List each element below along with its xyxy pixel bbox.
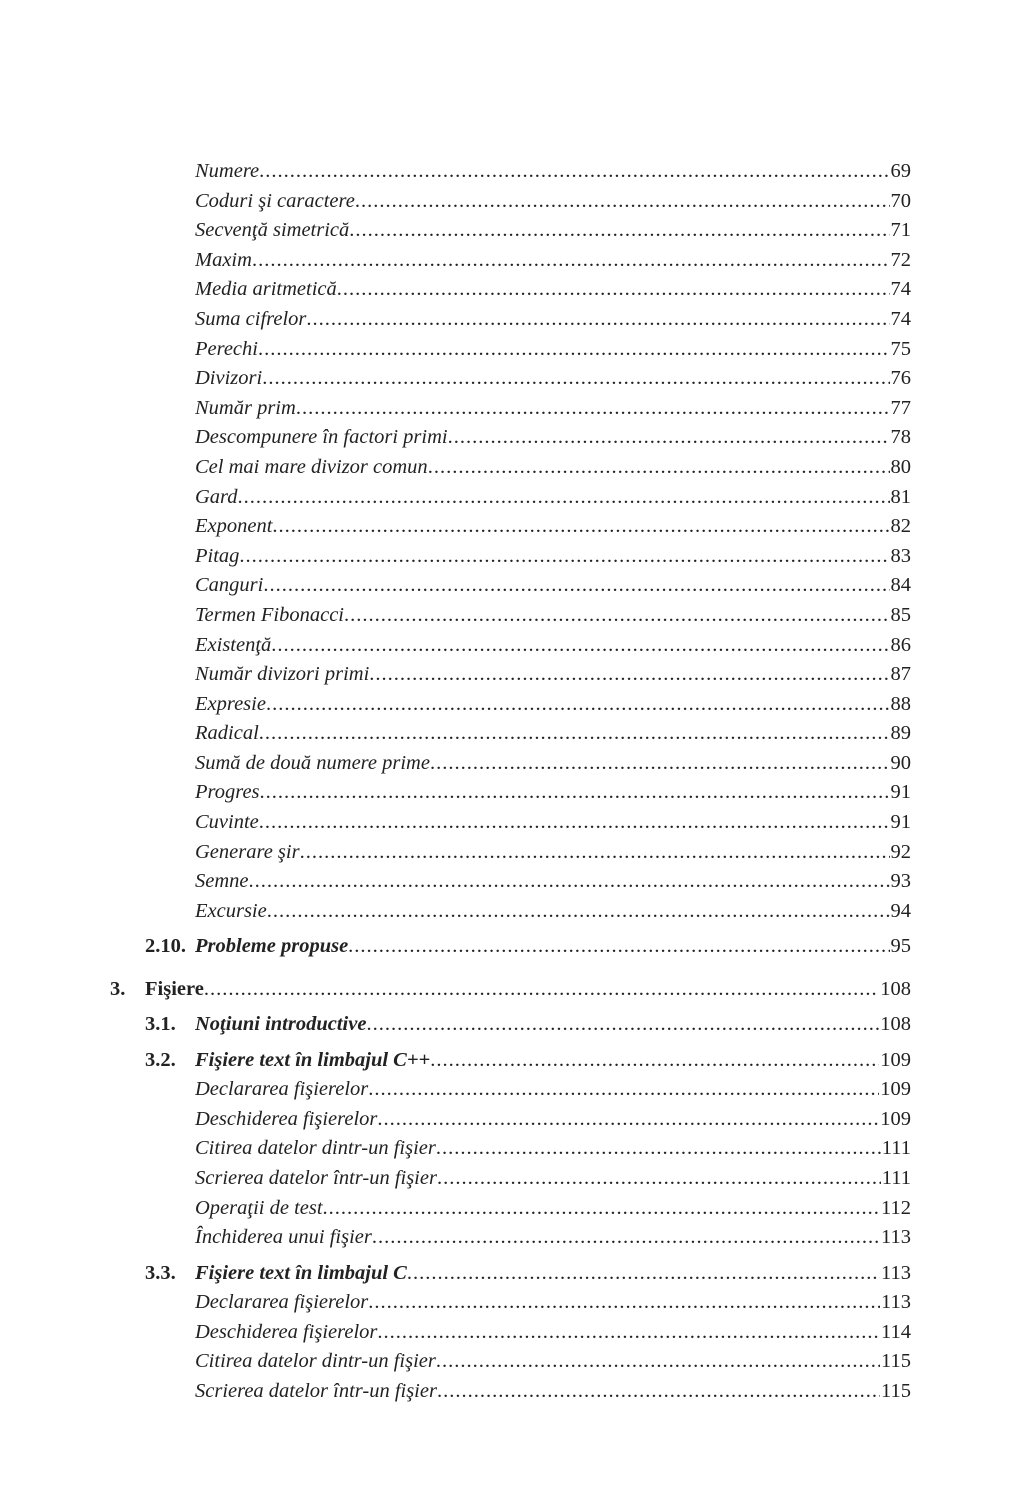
toc-entry-page: 74 [890, 278, 911, 301]
toc-entry-page: 109 [880, 1107, 911, 1130]
dot-leader [372, 1223, 880, 1253]
toc-entry-title: Noţiuni introductive [195, 1013, 367, 1036]
toc-entry-page: 109 [880, 1078, 911, 1101]
toc-entry-sub[interactable] [0, 542, 1024, 572]
toc-entry-sub[interactable] [0, 571, 1024, 601]
toc-entry-line [195, 601, 911, 631]
dot-leader [249, 867, 890, 897]
toc-entry-title: Secvenţă simetrică [195, 219, 350, 242]
toc-entry-sub[interactable] [0, 778, 1024, 808]
dot-leader [296, 394, 890, 424]
toc-entry-sub[interactable] [0, 1105, 1024, 1135]
toc-entry-title: Operaţii de test [195, 1196, 323, 1219]
dot-leader [448, 423, 890, 453]
toc-entry-page: 111 [881, 1137, 911, 1160]
dot-leader [437, 1377, 880, 1407]
toc-entry-line [195, 660, 911, 690]
toc-entry-title: Scrierea datelor într-un fişier [195, 1379, 437, 1402]
toc-entry-sub[interactable] [0, 394, 1024, 424]
toc-entry-line [195, 1105, 911, 1135]
dot-leader [436, 1134, 881, 1164]
toc-entry-line [195, 897, 911, 927]
toc-entry-line [195, 246, 911, 276]
toc-entry-title: Radical [195, 722, 259, 745]
toc-entry-page: 91 [890, 781, 911, 804]
dot-leader [252, 246, 890, 276]
toc-entry-line [195, 187, 911, 217]
toc-entry-title: Număr prim [195, 396, 296, 419]
toc-entry-page: 90 [890, 751, 911, 774]
dot-leader [377, 1318, 880, 1348]
toc-entry-line [195, 838, 911, 868]
toc-entry-sub[interactable] [0, 631, 1024, 661]
toc-entry-page: 87 [890, 663, 911, 686]
toc-entry-sub[interactable] [0, 838, 1024, 868]
toc-entry-sub[interactable] [0, 1318, 1024, 1348]
dot-leader [428, 453, 890, 483]
dot-leader [437, 1164, 881, 1194]
toc-entry-page: 70 [890, 189, 911, 212]
toc-entry-page: 113 [881, 1226, 911, 1249]
toc-entry-title: Fişiere text în limbajul C++ [195, 1048, 431, 1071]
toc-entry-sub[interactable] [0, 1223, 1024, 1253]
toc-entry-title: Canguri [195, 574, 264, 597]
toc-entry-line [195, 1259, 911, 1289]
toc-entry-sub[interactable] [0, 1075, 1024, 1105]
toc-entry-sub[interactable] [0, 897, 1024, 927]
toc-entry-page: 92 [890, 840, 911, 863]
toc-entry-title: Probleme propuse [195, 935, 349, 958]
dot-leader [337, 275, 890, 305]
dot-leader [266, 690, 890, 720]
toc-entry-line [195, 778, 911, 808]
toc-entry-sub[interactable] [0, 423, 1024, 453]
dot-leader [262, 364, 889, 394]
toc-entry-line [195, 335, 911, 365]
toc-entry-page: 91 [890, 811, 911, 834]
toc-entry-line [145, 975, 911, 1005]
toc-entry-section[interactable] [0, 932, 1024, 962]
toc-entry-page: 111 [881, 1166, 911, 1189]
toc-entry-number: 3. [110, 977, 126, 1000]
toc-entry-title: Pitag [195, 544, 240, 567]
toc-entry-sub[interactable] [0, 216, 1024, 246]
dot-leader [369, 660, 889, 690]
table-of-contents [0, 157, 1024, 1407]
toc-entry-page: 77 [890, 396, 911, 419]
toc-entry-line [195, 1134, 911, 1164]
toc-entry-line [195, 453, 911, 483]
dot-leader [271, 631, 889, 661]
toc-entry-page: 83 [890, 544, 911, 567]
toc-entry-line [195, 1288, 911, 1318]
toc-entry-sub[interactable] [0, 187, 1024, 217]
toc-entry-title: Existenţă [195, 633, 272, 656]
toc-entry-line [195, 1046, 911, 1076]
toc-entry-line [195, 631, 911, 661]
toc-entry-title: Suma cifrelor [195, 307, 307, 330]
toc-entry-title: Declararea fişierelor [195, 1078, 369, 1101]
toc-entry-sub[interactable] [0, 157, 1024, 187]
toc-entry-line [195, 305, 911, 335]
toc-entry-number: 3.3. [145, 1261, 176, 1284]
toc-entry-page: 85 [890, 603, 911, 626]
toc-entry-page: 95 [890, 935, 911, 958]
toc-entry-sub[interactable] [0, 483, 1024, 513]
dot-leader [258, 335, 890, 365]
toc-entry-title: Perechi [195, 337, 258, 360]
toc-entry-line [195, 1194, 911, 1224]
toc-entry-sub[interactable] [0, 867, 1024, 897]
toc-entry-line [195, 394, 911, 424]
dot-leader [377, 1105, 879, 1135]
dot-leader [300, 838, 890, 868]
toc-entry-page: 86 [890, 633, 911, 656]
dot-leader [259, 157, 889, 187]
toc-entry-line [195, 719, 911, 749]
toc-entry-number: 3.1. [145, 1013, 176, 1036]
toc-entry-number: 2.10. [145, 935, 186, 958]
toc-entry-page: 108 [880, 1013, 911, 1036]
toc-entry-line [195, 808, 911, 838]
toc-entry-line [195, 542, 911, 572]
toc-entry-sub[interactable] [0, 749, 1024, 779]
toc-entry-line [195, 571, 911, 601]
toc-entry-sub[interactable] [0, 808, 1024, 838]
toc-entry-sub[interactable] [0, 275, 1024, 305]
dot-leader [238, 483, 890, 513]
toc-entry-chapter[interactable] [0, 975, 1024, 1005]
dot-leader [272, 512, 889, 542]
toc-entry-page: 113 [881, 1291, 911, 1314]
toc-entry-sub[interactable] [0, 719, 1024, 749]
toc-entry-title: Excursie [195, 899, 267, 922]
toc-entry-sub[interactable] [0, 690, 1024, 720]
toc-entry-sub[interactable] [0, 512, 1024, 542]
toc-entry-page: 115 [881, 1350, 911, 1373]
toc-entry-sub[interactable] [0, 1134, 1024, 1164]
toc-entry-title: Divizori [195, 367, 263, 390]
toc-entry-page: 112 [881, 1196, 911, 1219]
toc-entry-sub[interactable] [0, 1288, 1024, 1318]
toc-entry-page: 80 [890, 455, 911, 478]
dot-leader [366, 1010, 879, 1040]
toc-entry-title: Cel mai mare divizor comun [195, 455, 428, 478]
toc-entry-line [195, 157, 911, 187]
toc-entry-title: Semne [195, 870, 249, 893]
toc-entry-sub[interactable] [0, 1347, 1024, 1377]
dot-leader [306, 305, 889, 335]
toc-entry-page: 69 [890, 160, 911, 182]
dot-leader [436, 1347, 880, 1377]
toc-entry-line [195, 512, 911, 542]
dot-leader [407, 1259, 880, 1289]
dot-leader [259, 808, 890, 838]
dot-leader [349, 216, 889, 246]
toc-entry-line [195, 275, 911, 305]
toc-entry-title: Număr divizori primi [195, 663, 370, 686]
dot-leader [239, 542, 889, 572]
toc-entry-title: Generare şir [195, 840, 300, 863]
toc-entry-sub[interactable] [0, 601, 1024, 631]
dot-leader [430, 749, 890, 779]
toc-entry-page: 109 [880, 1048, 911, 1071]
toc-entry-section[interactable] [0, 1259, 1024, 1289]
toc-entry-title: Declararea fişierelor [195, 1291, 369, 1314]
toc-entry-line [195, 932, 911, 962]
toc-entry-title: Termen Fibonacci [195, 603, 344, 626]
toc-entry-page: 82 [890, 515, 911, 538]
toc-entry-sub[interactable] [0, 660, 1024, 690]
toc-entry-title: Fişiere [145, 977, 204, 1000]
toc-entry-page: 76 [890, 367, 911, 390]
dot-leader [263, 571, 889, 601]
dot-leader [368, 1075, 879, 1105]
dot-leader [260, 778, 890, 808]
toc-entry-line [195, 216, 911, 246]
toc-entry-line [195, 867, 911, 897]
toc-entry-sub[interactable] [0, 364, 1024, 394]
toc-entry-title: Fişiere text în limbajul C [195, 1261, 407, 1284]
toc-entry-page: 108 [880, 977, 911, 1000]
toc-entry-page: 114 [881, 1320, 911, 1343]
toc-entry-title: Citirea datelor dintr-un fişier [195, 1350, 436, 1373]
toc-entry-line [195, 1010, 911, 1040]
toc-entry-page: 72 [890, 248, 911, 271]
toc-entry-line [195, 1318, 911, 1348]
toc-entry-sub[interactable] [0, 453, 1024, 483]
toc-entry-title: Cuvinte [195, 811, 259, 834]
toc-entry-page: 94 [890, 899, 911, 922]
toc-entry-sub[interactable] [0, 1164, 1024, 1194]
toc-entry-title: Deschiderea fişierelor [195, 1320, 378, 1343]
toc-entry-title: Exponent [195, 515, 273, 538]
toc-entry-page: 81 [890, 485, 911, 508]
toc-entry-title: Expresie [195, 692, 266, 715]
toc-entry-title: Descompunere în factori primi [195, 426, 448, 449]
toc-entry-page: 71 [890, 219, 911, 242]
toc-entry-page: 89 [890, 722, 911, 745]
toc-entry-sub[interactable] [0, 1194, 1024, 1224]
toc-entry-line [195, 483, 911, 513]
toc-entry-title: Progres [195, 781, 260, 804]
toc-entry-section[interactable] [0, 1046, 1024, 1076]
toc-entry-title: Scrierea datelor într-un fişier [195, 1166, 437, 1189]
toc-entry-page: 74 [890, 307, 911, 330]
toc-entry-line [195, 364, 911, 394]
toc-entry-page: 115 [881, 1379, 911, 1402]
toc-entry-line [195, 1075, 911, 1105]
toc-entry-title: Deschiderea fişierelor [195, 1107, 378, 1130]
toc-entry-page: 84 [890, 574, 911, 597]
toc-entry-sub[interactable] [0, 246, 1024, 276]
toc-entry-line [195, 749, 911, 779]
toc-entry-page: 113 [881, 1261, 911, 1284]
toc-entry-sub[interactable] [0, 305, 1024, 335]
toc-entry-page: 93 [890, 870, 911, 893]
toc-entry-line [195, 1347, 911, 1377]
toc-entry-title: Media aritmetică [195, 278, 337, 301]
dot-leader [368, 1288, 880, 1318]
toc-entry-page: 75 [890, 337, 911, 360]
toc-entry-number: 3.2. [145, 1048, 176, 1071]
dot-leader [267, 897, 890, 927]
toc-entry-line [195, 690, 911, 720]
toc-entry-title: Citirea datelor dintr-un fişier [195, 1137, 436, 1160]
toc-entry-title: Gard [195, 485, 238, 508]
dot-leader [348, 932, 889, 962]
dot-leader [259, 719, 890, 749]
dot-leader [430, 1046, 879, 1076]
toc-entry-section[interactable] [0, 1010, 1024, 1040]
toc-entry-title: Închiderea unui fişier [195, 1226, 372, 1249]
dot-leader [355, 187, 890, 217]
toc-entry-sub[interactable] [0, 335, 1024, 365]
dot-leader [344, 601, 890, 631]
dot-leader [204, 975, 879, 1005]
toc-entry-title: Sumă de două numere prime [195, 751, 430, 774]
toc-entry-line [195, 1223, 911, 1253]
toc-entry-line [195, 423, 911, 453]
toc-entry-title: Coduri şi caractere [195, 189, 355, 212]
toc-entry-page: 88 [890, 692, 911, 715]
toc-entry-title: Numere [195, 160, 260, 182]
toc-entry-line [195, 1377, 911, 1407]
toc-entry-page: 78 [890, 426, 911, 449]
toc-entry-line [195, 1164, 911, 1194]
toc-entry-title: Maxim [195, 248, 252, 271]
dot-leader [323, 1194, 880, 1224]
toc-entry-sub[interactable] [0, 1377, 1024, 1407]
